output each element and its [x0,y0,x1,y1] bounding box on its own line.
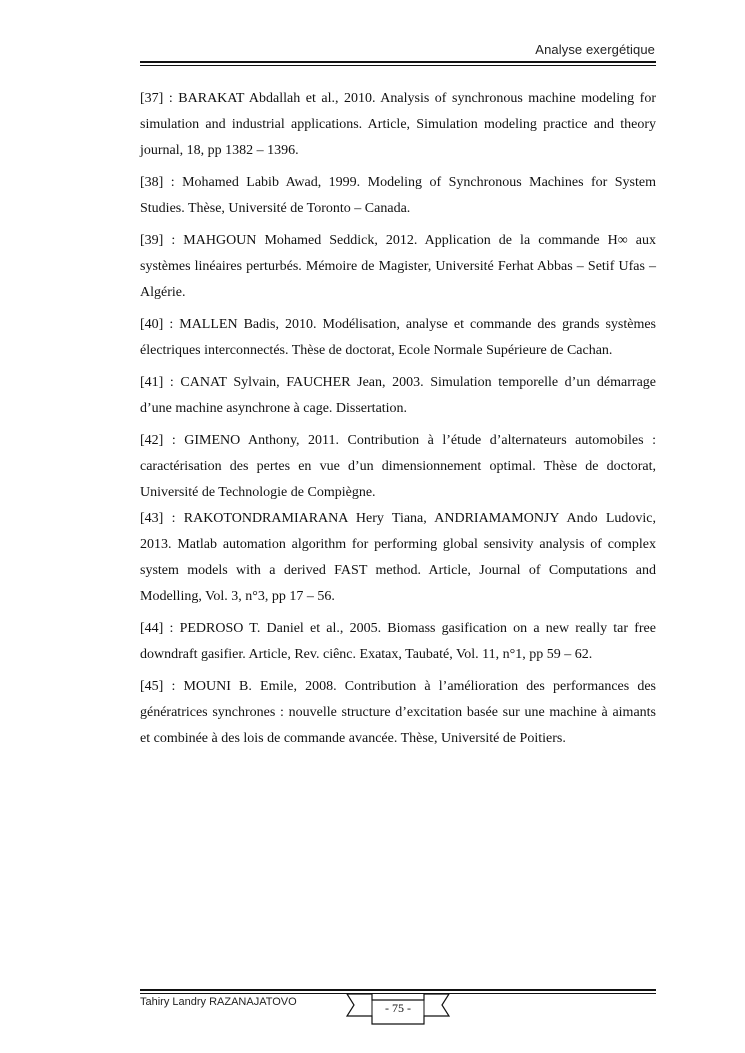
reference-41: [41] : CANAT Sylvain, FAUCHER Jean, 2003. Simulation temporelle d’un démarrage d’une machine asynchrone à cage. Dissertation. [140,375,656,416]
reference-list [140,86,656,758]
reference-40: [40] : MALLEN Badis, 2010. Modélisation, analyse et commande des grands systèmes électriques interconnectés. Thèse de doctorat, Ecole Normale Supérieure de Cachan. [140,317,656,358]
reference-39: [39] : MAHGOUN Mohamed Seddick, 2012. Application de la commande H∞ aux systèmes linéaires perturbés. Mémoire de Magister, Université Ferhat Abbas – Setif Ufas – Algérie. [140,233,656,300]
reference-42: [42] : GIMENO Anthony, 2011. Contribution à l’étude d’alternateurs automobiles : caractérisation des pertes en vue d’un dimensionnement optimal. Thèse de doctorat, Université de Technologie de Compiègne. [140,433,656,500]
reference-43: [43] : RAKOTONDRAMIARANA Hery Tiana, ANDRIAMAMONJY Ando Ludovic, 2013. Matlab automation algorithm for performing global sensivity analysis of complex system models with a derived FAST method. Article, Journal of Computations and Modelling, Vol. 3, n°3, pp 17 – 56. [140,511,656,604]
header-rule-thin [140,65,656,66]
page-number: - 75 - [385,1001,411,1015]
reference-44: [44] : PEDROSO T. Daniel et al., 2005. Biomass gasification on a new really tar free downdraft gasifier. Article, Rev. ciênc. Exatax, Taubaté, Vol. 11, n°1, pp 59 – 62. [140,621,656,662]
header-rule [140,61,656,63]
reference-37: [37] : BARAKAT Abdallah et al., 2010. Analysis of synchronous machine modeling for simulation and industrial applications. Article, Simulation modeling practice and theory journal, 18, pp 1382 – 1396. [140,91,656,158]
reference-45: [45] : MOUNI B. Emile, 2008. Contribution à l’amélioration des performances des génératrices synchrones : nouvelle structure d’excitation basée sur une machine à aimants et combinée à des lois de commande avancée. Thèse, Université de Poitiers. [140,679,656,746]
reference-38: [38] : Mohamed Labib Awad, 1999. Modeling of Synchronous Machines for System Studies. Thèse, Université de Toronto – Canada. [140,175,656,216]
header-title: Analyse exergétique [535,42,655,57]
footer-author: Tahiry Landry RAZANAJATOVO [140,996,297,1008]
